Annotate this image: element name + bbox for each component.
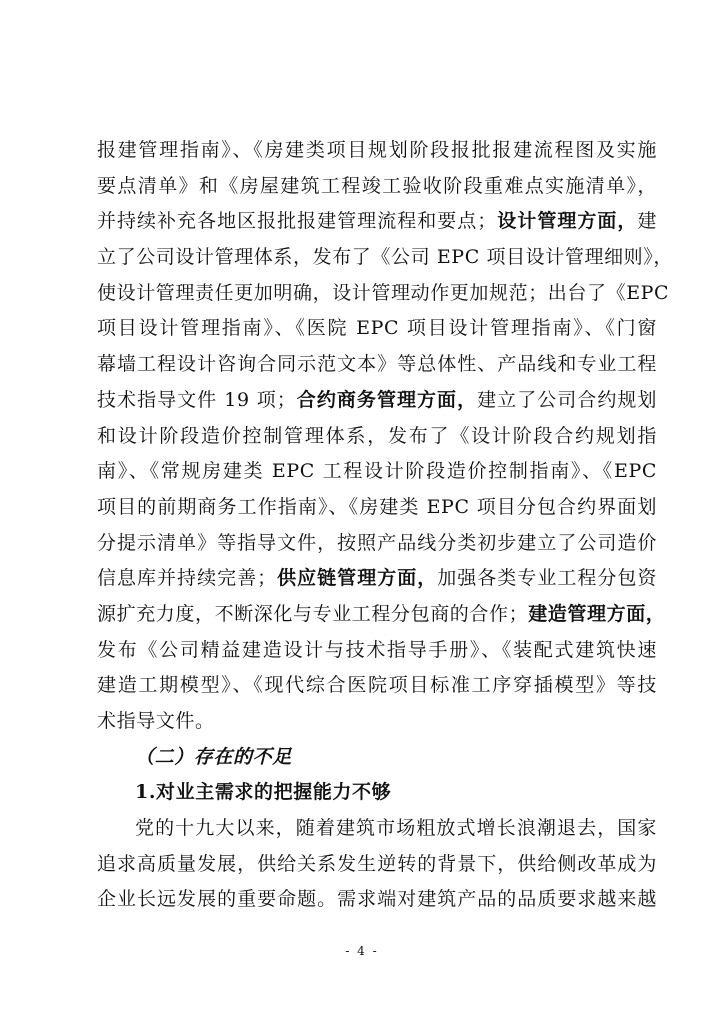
text-run: 建: [637, 210, 657, 233]
text-line: [97, 383, 657, 419]
text-line: 企业长远发展的重要命题。需求端对建筑产品的品质要求越来越: [97, 888, 657, 911]
text-run: 信息库并持续完善；: [97, 567, 277, 590]
text-line: 立了公司设计管理体系，发布了《公司 EPC 项目设计管理细则》，: [97, 246, 673, 269]
section-heading-text: （二）存在的不足: [135, 745, 292, 768]
section-heading: [97, 740, 657, 776]
text-line: 报建管理指南》、《房建类项目规划阶段报批报建流程图及实施: [97, 139, 657, 161]
text-line: [97, 204, 657, 240]
text-line: 分提示清单》等指导文件，按照产品线分类初步建立了公司造价: [97, 531, 657, 554]
text-line: 术指导文件。: [97, 710, 215, 732]
text-line: 追求高质量发展，供给关系发生逆转的背景下，供给侧改革成为: [97, 852, 657, 875]
bold-topic-label: 建造管理方面，: [528, 602, 666, 625]
text-line: 幕墙工程设计咨询合同示范文本》等总体性、产品线和专业工程: [97, 353, 657, 376]
text-line: 党的十九大以来，随着建筑市场粗放式增长浪潮退去，国家: [135, 817, 657, 840]
text-run: 源扩充力度，不断深化与专业工程分包商的合作；: [97, 602, 529, 625]
text-line: [97, 561, 657, 597]
text-run: 并持续补充各地区报批报建管理流程和要点；: [97, 210, 497, 233]
text-line: 发布《公司精益建造设计与技术指导手册》、《装配式建筑快速: [97, 638, 657, 661]
text-line: 和设计阶段造价控制管理体系，发布了《设计阶段合约规划指: [97, 424, 657, 447]
document-page: [97, 133, 673, 918]
page-number: - 4 -: [345, 944, 379, 958]
text-run: 建立了公司合约规划: [477, 388, 657, 411]
text-run: 技术指导文件 19 项；: [97, 388, 297, 411]
paragraph-management-progress: [97, 133, 673, 740]
bold-topic-label: 合约商务管理方面，: [296, 388, 478, 411]
bold-topic-label: 供应链管理方面，: [276, 567, 438, 590]
paragraph-insufficient-demand: [97, 811, 657, 918]
subsection-heading: 1.对业主需求的把握能力不够: [135, 781, 392, 804]
text-line: 项目设计管理指南》、《医院 EPC 项目设计管理指南》、《门窗: [97, 317, 657, 340]
text-run: 加强各类专业工程分包资: [437, 567, 657, 590]
text-line: 项目的前期商务工作指南》、《房建类 EPC 项目分包合约界面划: [97, 495, 657, 518]
text-line: [97, 597, 666, 633]
text-line: 建造工期模型》、《现代综合医院项目标准工序穿插模型》等技: [97, 674, 657, 697]
bold-topic-label: 设计管理方面，: [496, 210, 638, 233]
text-line: 南》、《常规房建类 EPC 工程设计阶段造价控制指南》、《EPC: [97, 460, 657, 483]
text-line: 使设计管理责任更加明确，设计管理动作更加规范；出台了《EPC: [97, 281, 670, 304]
text-line: 要点清单》和《房屋建筑工程竣工验收阶段重难点实施清单》，: [97, 174, 657, 197]
